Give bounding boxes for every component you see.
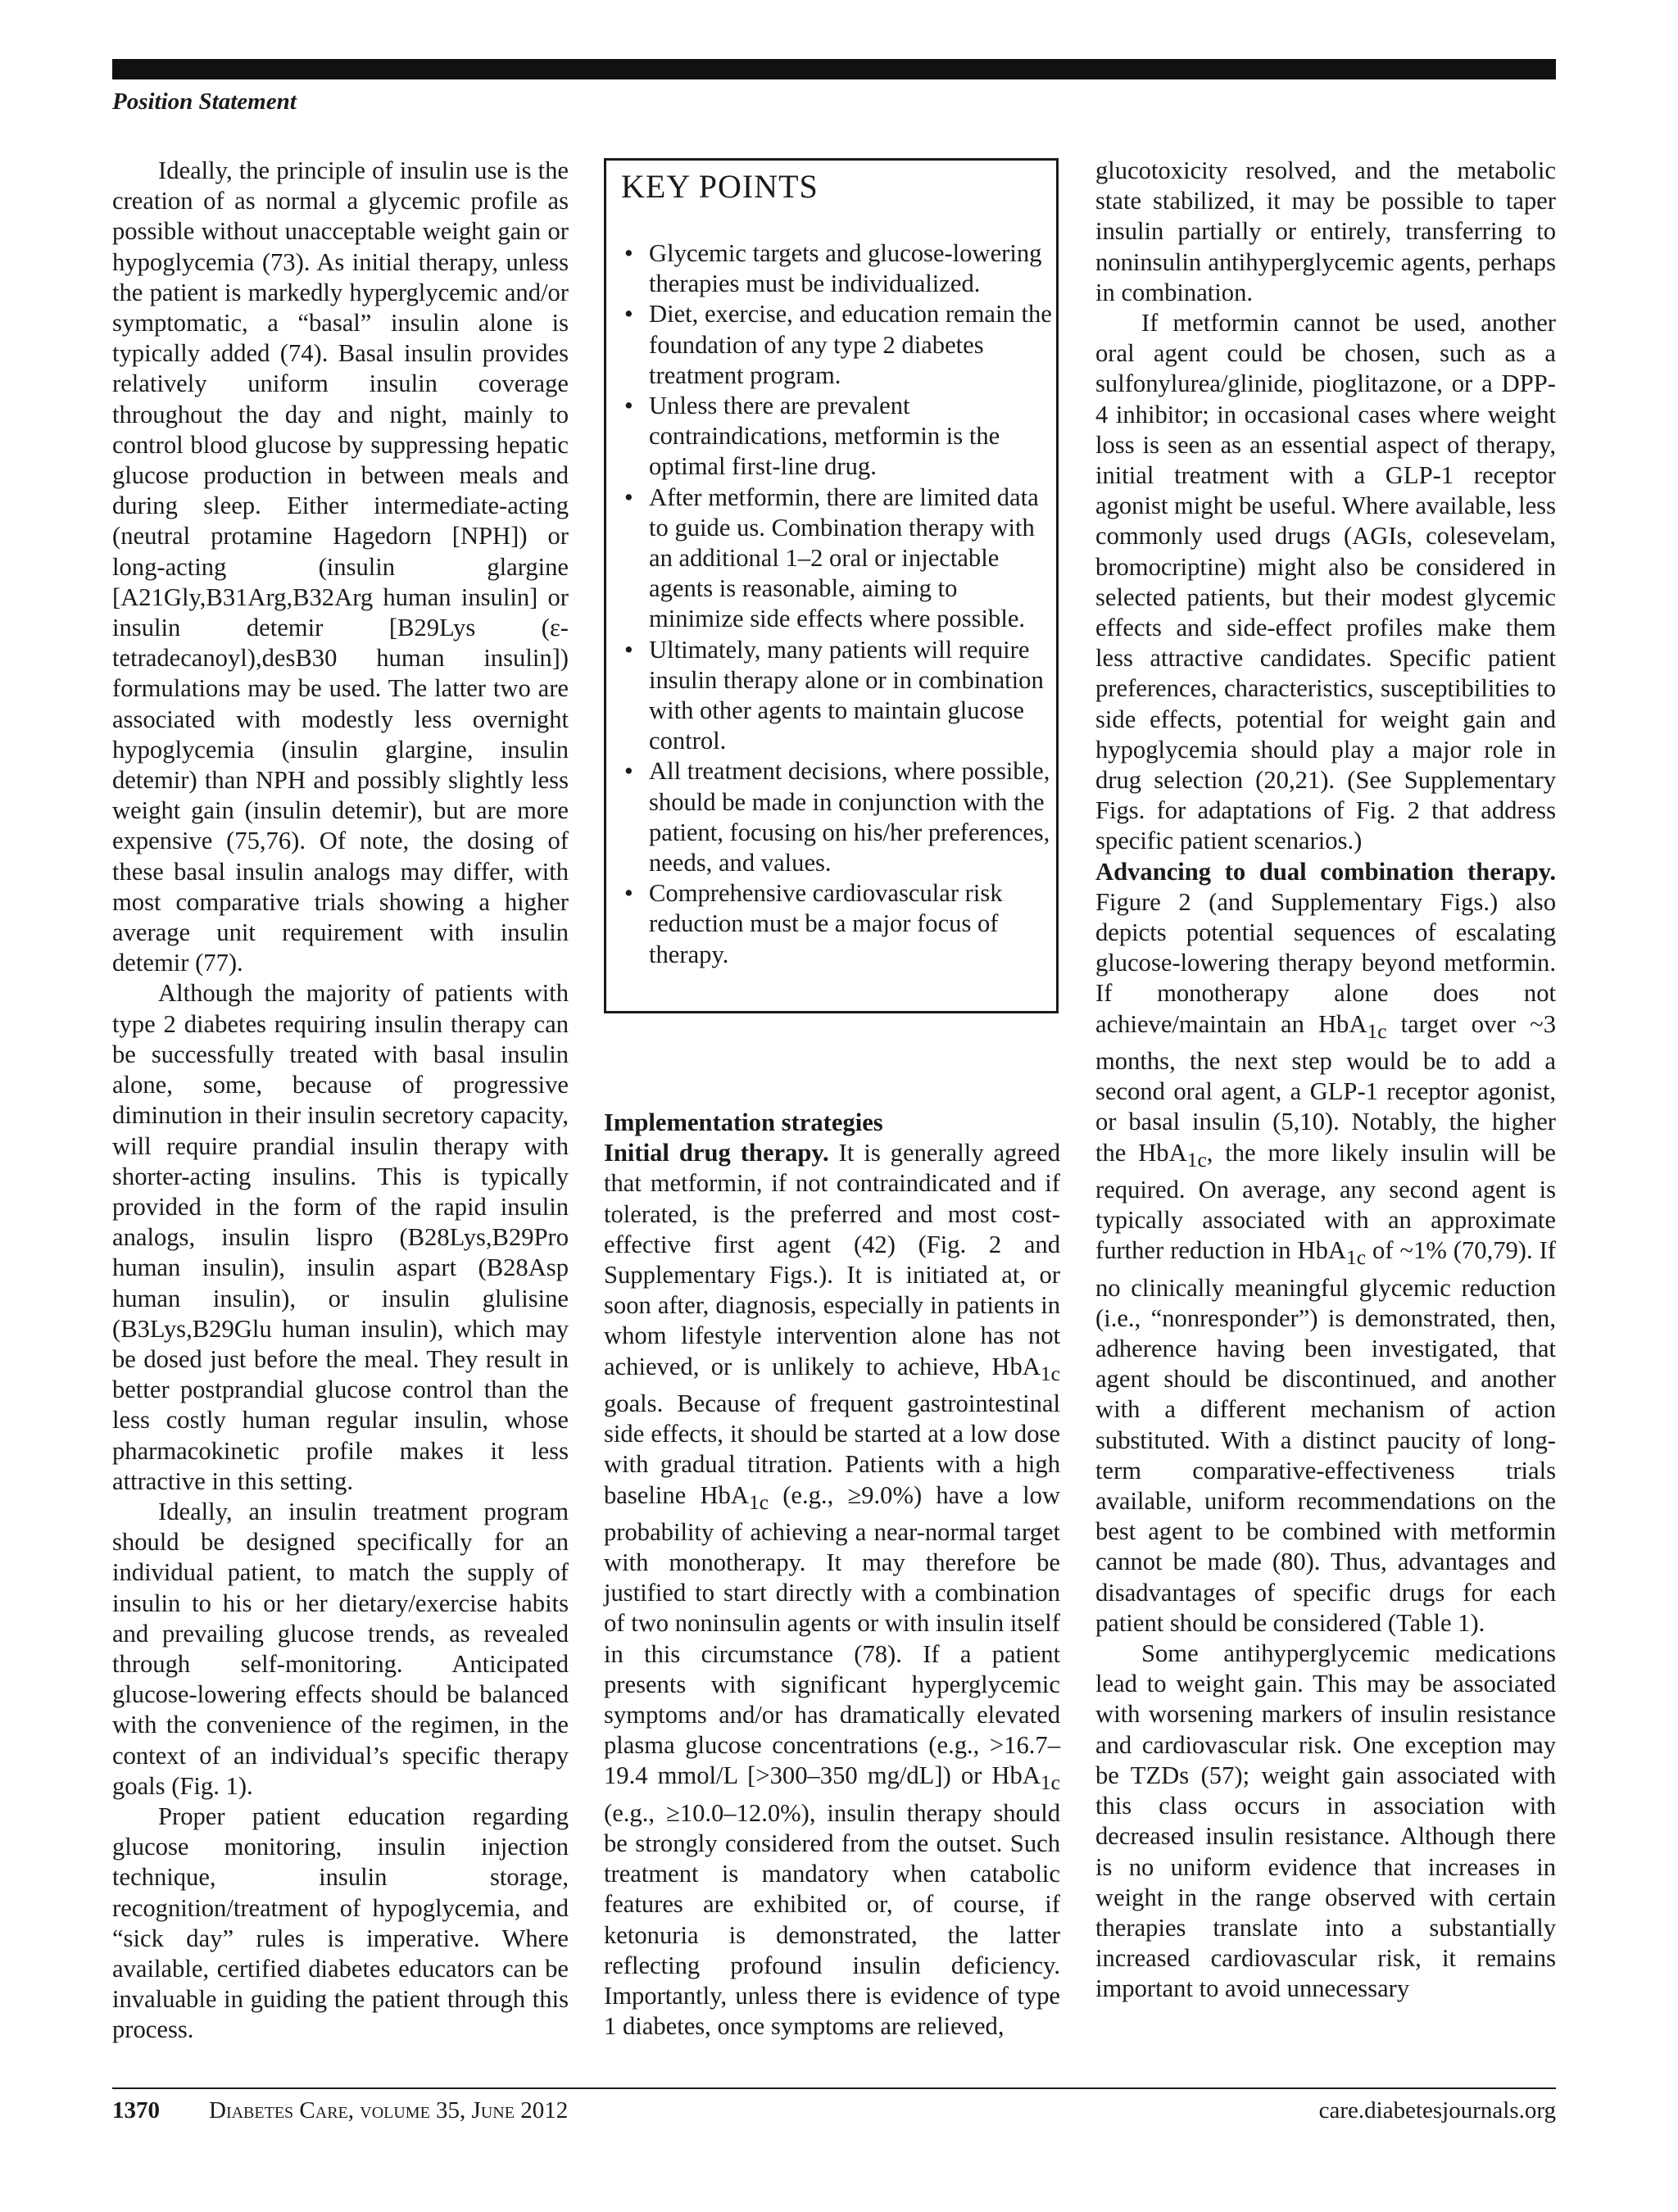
column-middle xyxy=(604,1108,1060,2042)
header-rule xyxy=(112,59,1556,79)
paragraph xyxy=(604,1138,1060,2042)
journal-website: care.diabetesjournals.org xyxy=(1318,2097,1556,2124)
text-run: (e.g., ≥10.0–12.0%), insulin therapy should be strongly considered from the outset. Such treatment is mandatory when catabolic features are exhibited or, of course, if ketonuria is demonstrated, the latter reflecting profound insulin deficiency. Importantly, unless there is evidence of type 1 diabetes, once symptoms are relieved, xyxy=(604,1798,1060,2041)
paragraph: Proper patient education regarding glucose monitoring, insulin injection technique, insulin storage, recognition/treatment of hypoglycemia, and “sick day” rules is imperative. Where available, certified diabetes educators can be invaluable in guiding the patient through this process. xyxy=(112,1802,569,2044)
paragraph: Ideally, an insulin treatment program should be designed specifically for an individual patient, to match the supply of insulin to his or her dietary/exercise habits and prevailing glucose trends, as revealed through self-monitoring. Anticipated glucose-lowering effects should be balanced with the convenience of the regimen, in the context of an individual’s specific therapy goals (Fig. 1). xyxy=(112,1497,569,1800)
column-right xyxy=(1095,156,1556,2005)
section-heading: Implementation strategies xyxy=(604,1108,883,1136)
run-in-heading: Initial drug therapy. xyxy=(604,1139,829,1167)
subscript: 1c xyxy=(1040,1770,1060,1795)
text-run: (e.g., ≥9.0%) have a low probability of achieving a near-normal target with monotherapy. It may therefore be justified to start directly with a combination of two noninsulin agents or with insulin itself in this circumstance (78). If a patient presents with significant hyperglycemic symptoms and/or has dramatically elevated plasma glucose concentrations (e.g., >16.7–19.4 mmol/L [>300–350 mg/dL]) or HbA xyxy=(604,1480,1060,1790)
subscript: 1c xyxy=(1040,1361,1060,1385)
subscript: 1c xyxy=(1367,1018,1387,1043)
key-point-item: • Diet, exercise, and education remain the foundation of any type 2 diabetes treatment program. xyxy=(621,299,1053,391)
column-left xyxy=(112,156,569,2046)
key-points-list xyxy=(621,238,1053,970)
key-point-item: • After metformin, there are limited data to guide us. Combination therapy with an additional 1–2 oral or injectable agents is reasonable, aiming to minimize side effects where possible. xyxy=(621,483,1053,635)
paragraph: If metformin cannot be used, another oral agent could be chosen, such as a sulfonylurea/glinide, pioglitazone, or a DPP-4 inhibitor; in occasional cases where weight loss is seen as an essential aspect of therapy, initial treatment with a GLP-1 receptor agonist might be useful. Where available, less commonly used drugs (AGIs, colesevelam, bromocriptine) might also be considered in selected patients, but their modest glycemic effects and side-effect profiles make them less attractive candidates. Specific patient preferences, characteristics, susceptibilities to side effects, potential for weight gain and hypoglycemia should play a major role in drug selection (20,21). (See Supplementary Figs. for adaptations of Fig. 2 that address specific patient scenarios.) xyxy=(1095,309,1556,855)
subscript: 1c xyxy=(1186,1147,1207,1172)
key-point-item: • All treatment decisions, where possible, should be made in conjunction with the patient, focusing on his/her preferences, needs, and values. xyxy=(621,756,1053,878)
footer-rule xyxy=(112,2087,1556,2089)
key-point-item: • Comprehensive cardiovascular risk reduction must be a major focus of therapy. xyxy=(621,878,1053,970)
text-run: target over ~3 months, the next step would be to add a second oral agent, a GLP-1 receptor agonist, or basal insulin (5,10). Notably, the higher the HbA xyxy=(1095,1009,1556,1167)
text-run: , the more likely insulin will be required. On average, any second agent is typically associated with an approximate further reduction in HbA xyxy=(1095,1138,1556,1265)
key-point-item: • Ultimately, many patients will require insulin therapy alone or in combination with other agents to maintain glucose control. xyxy=(621,635,1053,757)
page-number: 1370 xyxy=(112,2097,160,2124)
key-points-box xyxy=(604,158,1059,1013)
subscript: 1c xyxy=(1345,1245,1367,1270)
text-run: Figure 2 (and Supplementary Figs.) also depicts potential sequences of escalating glucose-lowering therapy beyond metformin. If monotherapy alone does not achieve/maintain an HbA xyxy=(1095,887,1556,1038)
text-run: It is generally agreed that metformin, if not contraindicated and if tolerated, is the preferred and most cost-effective first agent (42) (Fig. 2 and Supplementary Figs.). It is initiated at, or soon after, diagnosis, especially in patients in whom lifestyle intervention alone has not achieved, or is unlikely to achieve, HbA xyxy=(604,1139,1060,1380)
text-run: of ~1% (70,79). If no clinically meaningful glycemic reduction (i.e., “nonresponder”) is demonstrated, then, adherence having been investigated, that agent should be discontinued, and another with a different mechanism of action substituted. With a distinct paucity of long-term comparative-effectiveness trials available, uniform recommendations on the best agent to be combined with metformin cannot be made (80). Thus, advantages and disadvantages of specific drugs for each patient should be considered (Table 1). xyxy=(1095,1236,1556,1637)
subscript: 1c xyxy=(748,1489,769,1514)
paragraph: Ideally, the principle of insulin use is the creation of as normal a glycemic profile as possible without unacceptable weight gain or hypoglycemia (73). As initial therapy, unless the patient is markedly hyperglycemic and/or symptomatic, a “basal” insulin alone is typically added (74). Basal insulin provides relatively uniform insulin coverage throughout the day and night, mainly to control blood glucose by suppressing hepatic glucose production in between meals and during sleep. Either intermediate-acting (neutral protamine Hagedorn [NPH]) or long-acting (insulin glargine [A21Gly,B31Arg,B32Arg human insulin] or insulin detemir [B29Lys (ε-tetradecanoyl),desB30 human insulin]) formulations may be used. The latter two are associated with modestly less overnight hypoglycemia (insulin glargine, insulin detemir) than NPH and possibly slightly less weight gain (insulin detemir), but are more expensive (75,76). Of note, the dosing of these basal insulin analogs may differ, with most comparative trials showing a higher average unit requirement with insulin detemir (77). xyxy=(112,156,569,977)
paragraph xyxy=(1095,857,1556,1639)
section-label: Position Statement xyxy=(112,88,297,115)
key-point-item: • Unless there are prevalent contraindications, metformin is the optimal first-line drug. xyxy=(621,391,1053,483)
text-run: goals. Because of frequent gastrointestinal side effects, it should be started at a low dose with gradual titration. Patients with a high baseline HbA xyxy=(604,1389,1060,1509)
paragraph: Some antihyperglycemic medications lead to weight gain. This may be associated with worsening markers of insulin resistance and cardiovascular risk. One exception may be TZDs (57); weight gain associated with this class occurs in association with decreased insulin resistance. Although there is no uniform evidence that increases in weight in the range observed with certain therapies translate into a substantially increased cardiovascular risk, it remains important to avoid unnecessary xyxy=(1095,1639,1556,2003)
paragraph: Although the majority of patients with type 2 diabetes requiring insulin therapy can be successfully treated with basal insulin alone, some, because of progressive diminution in their insulin secretory capacity, will require prandial insulin therapy with shorter-acting insulins. This is typically provided in the form of the rapid insulin analogs, insulin lispro (B28Lys,B29Pro human insulin), insulin aspart (B28Asp human insulin), or insulin glulisine (B3Lys,B29Glu human insulin), which may be dosed just before the meal. They result in better postprandial glucose control than the less costly human regular insulin, whose pharmacokinetic profile makes it less attractive in this setting. xyxy=(112,979,569,1495)
journal-citation: Diabetes Care, volume 35, June 2012 xyxy=(209,2097,569,2124)
run-in-heading: Advancing to dual combination therapy. xyxy=(1095,857,1556,886)
key-point-item: • Glycemic targets and glucose-lowering therapies must be individualized. xyxy=(621,238,1053,299)
paragraph: glucotoxicity resolved, and the metabolic state stabilized, it may be possible to taper insulin partially or entirely, transferring to noninsulin antihyperglycemic agents, perhaps in combination. xyxy=(1095,156,1556,306)
key-points-title: KEY POINTS xyxy=(621,168,819,205)
